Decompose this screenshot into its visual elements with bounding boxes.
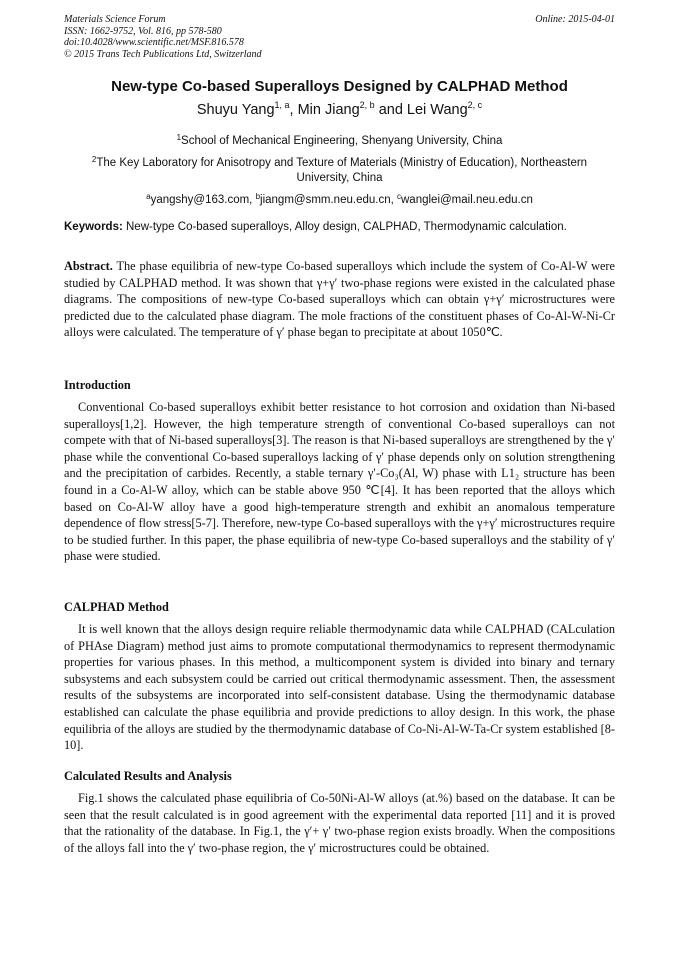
abstract bbox=[64, 258, 615, 341]
keywords-label: Keywords: bbox=[64, 221, 123, 233]
abstract-label: Abstract. bbox=[64, 259, 113, 273]
introduction-text: Conventional Co-based superalloys exhibit better resistance to hot corrosion and oxidation than Ni-based superalloys[1,2]. However, the high temperature strength of conventional Co-based superalloys can not compete with that of Ni-based superalloys[3]. The reason is that Ni-based superalloys are strengthened by the γ′ phase while the conventional Co-based superalloys lacking of γ′ phase depends only on solution strengthening and the precipitation of carbides. Recently, a stable ternary γ′-Co₃(Al, W) phase with L1₂ structure has been found in a Co-Al-W alloy, which can be stable above 950 ℃[4]. It has been reported that the alloys which based on Co-Al-W alloy have a good high-temperature strength and exhibit an anomalous temperature dependence of flow stress[5-7]. Therefore, new-type Co-based superalloys with the γ+γ′ microstructures require to be studied further. In this paper, the phase equilibria of new-type Co-based superalloys and the stability of γ′ phase were studied. bbox=[64, 400, 615, 564]
author-list bbox=[64, 100, 615, 118]
author-separator: , bbox=[289, 102, 298, 118]
paper-title: New-type Co-based Superalloys Designed by CALPHAD Method bbox=[111, 78, 568, 95]
author-separator: and bbox=[374, 102, 407, 118]
email-marker: c bbox=[397, 192, 401, 201]
author-superscript: 2, b bbox=[359, 100, 375, 110]
results-heading: Calculated Results and Analysis bbox=[64, 769, 232, 783]
author-name: Min Jiang bbox=[297, 102, 360, 118]
email-link[interactable]: jiangm@smm.neu.edu.cn, bbox=[260, 194, 397, 206]
email-link[interactable]: wanglei@mail.neu.edu.cn bbox=[401, 194, 533, 206]
calphad-text: It is well known that the alloys design require reliable thermodynamic data while CALPHAD (CALculation of PHAse Diagram) method just aims to promote computational thermodynamics to represent thermodynamic properties for various phases. In this method, a multicomponent system is divided into binary and ternary subsystems and each subsystem could be carried out critical thermodynamic assessment. Then, the assessment results of the subsystems are incorporated into self-consistent database. Using the thermodynamic database established can calculate the phase equilibria and provide predictions to alloy design. In this work, the phase equilibria of the alloys are studied by the thermodynamic database of Co-Ni-Al-W-Ta-Cr system established [8-10]. bbox=[64, 622, 615, 753]
online-date: Online: 2015-04-01 bbox=[535, 14, 615, 25]
doi-line: doi:10.4028/www.scientific.net/MSF.816.578 bbox=[64, 37, 244, 48]
journal-name: Materials Science Forum bbox=[64, 14, 166, 25]
results-section bbox=[64, 790, 615, 856]
author-superscript: 2, c bbox=[467, 100, 483, 110]
abstract-text: The phase equilibria of new-type Co-based superalloys which include the system of Co-Al-W were studied by CALPHAD method. It was shown that γ+γ′ two-phase regions were existed in the calculated phase diagrams. The compositions of new-type Co-based superalloys which can obtain γ+γ′ microstructures were predicted due to the calculated phase diagram. The mole fractions of the constituent phases of Co-Al-W-Ni-Cr alloys were calculated. The temperature of γ′ phase began to precipitate at about 1050℃. bbox=[64, 259, 615, 340]
email-marker: b bbox=[255, 192, 261, 201]
author-superscript: 1, a bbox=[274, 100, 290, 110]
affiliation-marker: 1 bbox=[176, 133, 182, 142]
keywords-text: New-type Co-based superalloys, Alloy design, CALPHAD, Thermodynamic calculation. bbox=[122, 221, 567, 233]
introduction-heading: Introduction bbox=[64, 378, 131, 392]
journal-header bbox=[64, 14, 615, 60]
affiliation-2 bbox=[64, 152, 615, 186]
email-link[interactable]: yangshy@163.com, bbox=[150, 194, 256, 206]
calphad-section bbox=[64, 621, 615, 754]
affiliation-marker: 2 bbox=[91, 155, 97, 164]
copyright-line: © 2015 Trans Tech Publications Ltd, Switzerland bbox=[64, 48, 262, 60]
email-marker: a bbox=[146, 192, 151, 201]
keywords bbox=[64, 221, 624, 233]
affiliation-text: School of Mechanical Engineering, Shenyang University, China bbox=[181, 135, 503, 147]
affiliation-text: The Key Laboratory for Anisotropy and Texture of Materials (Ministry of Education), Northeastern University, China bbox=[96, 157, 588, 184]
author-name: Lei Wang bbox=[406, 102, 468, 118]
author-emails bbox=[64, 189, 615, 208]
author-name: Shuyu Yang bbox=[196, 102, 275, 118]
calphad-heading: CALPHAD Method bbox=[64, 600, 169, 614]
introduction-section bbox=[64, 399, 615, 565]
results-text: Fig.1 shows the calculated phase equilibria of Co-50Ni-Al-W alloys (at.%) based on the database. It can be seen that the result calculated is in good agreement with the experimental data reported [11] and it is proved that the rationality of the database. In Fig.1, the γ′+ γ′ two-phase region exists broadly. When the compositions of the alloys fall into the γ′ two-phase region, the γ′ microstructures could be obtained. bbox=[64, 791, 615, 855]
issn-line: ISSN: 1662-9752, Vol. 816, pp 578-580 bbox=[64, 25, 222, 37]
affiliation-1 bbox=[64, 130, 615, 149]
